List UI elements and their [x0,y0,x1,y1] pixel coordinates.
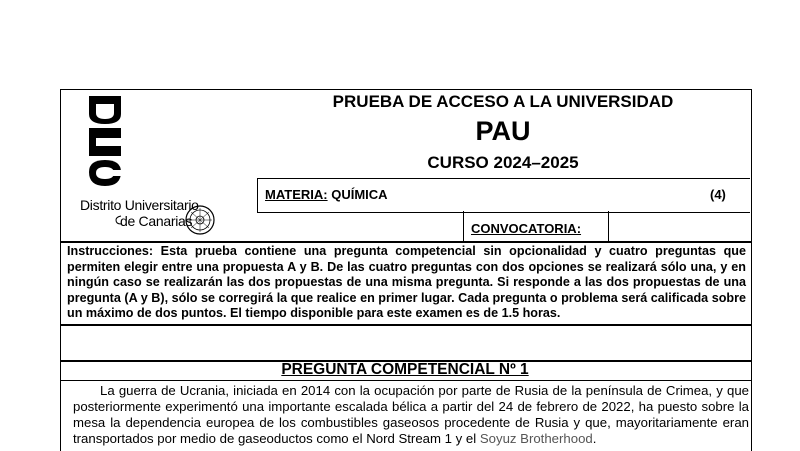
duc-letters-logo-icon [79,94,131,194]
paragraph-highlight: Soyuz Brotherhood [479,431,593,446]
subject-label: MATERIA: [265,187,328,202]
divider [60,380,751,381]
course-label: CURSO 2024–2025 [427,153,579,172]
convocatoria-box [463,211,609,241]
divider [60,324,751,326]
section-heading: PREGUNTA COMPETENCIAL Nº 1 [281,361,529,378]
exam-title: PRUEBA DE ACCESO A LA UNIVERSIDAD [332,92,674,111]
subject-field [265,187,388,202]
subject-box [257,178,750,213]
logo-line2: de Canarias [120,213,193,229]
subject-number: (4) [710,187,726,202]
question-paragraph [73,383,749,447]
subject-value: QUÍMICA [327,187,388,202]
logo-line1: Distrito Universitario [80,197,199,213]
question-body [73,383,749,447]
exam-subtitle: PAU [475,116,531,146]
paragraph-main: La guerra de Ucrania, iniciada en 2014 con la ocupación por parte de Rusia de la península de Crimea, y que posteriormente experimentó una importante escalada bélica a partir del 24 de febrero de 2022, ha puesto sobre la mesa la dependencia europea de los combustibles gaseosos procedente de Rusia y que, mayoritariamente eran transportados por medio de gaseoductos como el Nord Stream 1 y el [73,383,749,446]
instructions-text: Instrucciones: Esta prueba contiene una pregunta competencial sin opcionalidad y cuatro preguntas que permiten elegir entre una propuesta A y B. De las cuatro preguntas con dos opciones se realizará sólo una, y en ningún caso se realizarán las dos propuestas de una misma pregunta. Si responde a las dos propuestas de una pregunta (A y B), sólo se corregirá la que realice en primer lugar. Cada pregunta o problema será calificada sobre un máximo de dos puntos. El tiempo disponible para este examen es de 1.5 horas. [67,244,746,320]
seal-icon [180,204,220,236]
paragraph-end: . [592,431,597,446]
convocatoria-label: CONVOCATORIA: [471,221,582,236]
divider [60,241,751,243]
duc-logo [62,92,252,240]
